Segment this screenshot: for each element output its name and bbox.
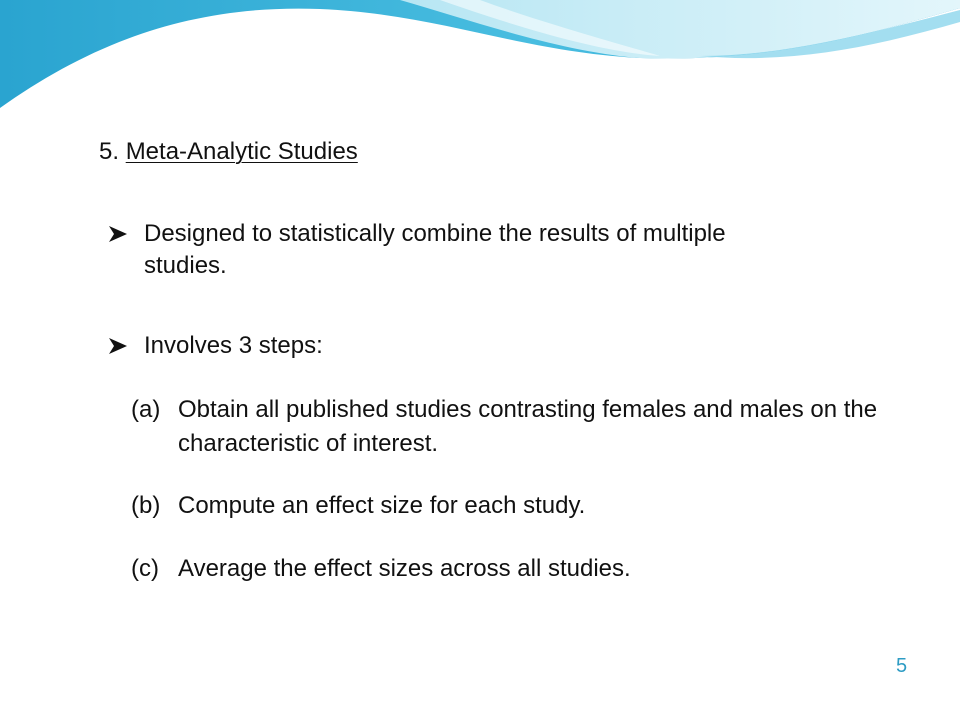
step-text: Obtain all published studies contrasting females and males on the characteristic of interest. (178, 396, 878, 457)
arrowhead-bullet-icon (108, 330, 130, 362)
page-number: 5 (896, 655, 908, 677)
step-item (131, 552, 878, 586)
step-text: Average the effect sizes across all studies. (178, 555, 631, 582)
step-label: (c) (131, 555, 159, 582)
heading-title: Meta-Analytic Studies (125, 138, 358, 165)
bullet-text: Involves 3 steps: (144, 332, 323, 359)
step-label: (b) (131, 492, 161, 519)
bullet-text: Designed to statistically combine the results of multiple studies. (144, 220, 726, 279)
bullet-item (108, 218, 784, 282)
bullet-item (108, 330, 784, 362)
step-item (131, 489, 878, 523)
slide-heading (99, 136, 358, 168)
step-item (131, 393, 878, 461)
step-text: Compute an effect size for each study. (178, 492, 586, 519)
decorative-wave-header (0, 0, 960, 120)
step-label: (a) (131, 396, 161, 423)
heading-number: 5. (99, 138, 120, 165)
arrowhead-bullet-icon (108, 218, 130, 250)
